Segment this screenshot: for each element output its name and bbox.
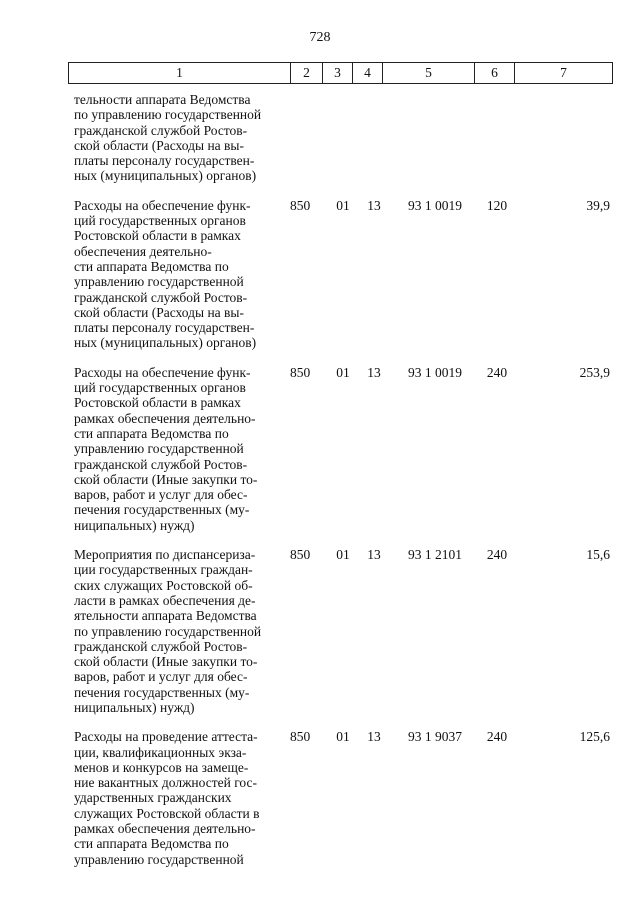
- row-description: [68, 92, 284, 184]
- description-line: сти аппарата Ведомства по: [74, 258, 229, 274]
- description-line: управлению государственной: [74, 851, 244, 867]
- description-line: гражданской службой Ростов-: [74, 289, 248, 305]
- description-line: платы персоналу государствен-: [74, 153, 255, 169]
- row-description: [68, 729, 284, 867]
- description-line: ций государственных органов: [74, 380, 246, 396]
- column-header-4: 4: [353, 63, 383, 84]
- row-description: [68, 547, 284, 715]
- row-target-article: 93 1 0019: [408, 364, 462, 380]
- row-expense-type: 240: [486, 729, 508, 745]
- description-line: ских служащих Ростовской об-: [74, 577, 253, 593]
- description-line: ниципальных) нужд): [74, 699, 195, 715]
- row-subsection-code: 13: [367, 364, 381, 380]
- table-row: [68, 92, 612, 184]
- column-header-row: [69, 63, 613, 84]
- description-line: ской области (Расходы на вы-: [74, 137, 244, 153]
- column-header-2: 2: [291, 63, 323, 84]
- table-row: [68, 198, 612, 351]
- description-line: Ростовской области в рамках: [74, 395, 241, 411]
- description-line: сти аппарата Ведомства по: [74, 425, 229, 441]
- row-section-code: 01: [336, 547, 350, 563]
- description-line: рамках обеспечения деятельно-: [74, 410, 256, 426]
- description-line: ние вакантных должностей гос-: [74, 775, 257, 791]
- description-line: по управлению государственной: [74, 107, 262, 123]
- description-line: ской области (Иные закупки то-: [74, 654, 258, 670]
- row-expense-type: 240: [486, 547, 508, 563]
- row-description: [68, 198, 284, 351]
- description-line: ударственных гражданских: [74, 790, 232, 806]
- description-line: менов и конкурсов на замеще-: [74, 759, 249, 775]
- description-line: варов, работ и услуг для обес-: [74, 487, 248, 503]
- row-ministry-code: 850: [290, 364, 311, 380]
- description-line: Мероприятия по диспансериза-: [74, 547, 256, 563]
- table-row: [68, 547, 612, 715]
- description-line: гражданской службой Ростов-: [74, 122, 248, 138]
- description-line: ласти в рамках обеспечения де-: [74, 592, 256, 608]
- column-header-3: 3: [323, 63, 353, 84]
- description-line: ской области (Иные закупки то-: [74, 471, 258, 487]
- description-line: сти аппарата Ведомства по: [74, 836, 229, 852]
- description-line: печения государственных (му-: [74, 502, 250, 518]
- description-line: гражданской службой Ростов-: [74, 456, 248, 472]
- row-amount: 125,6: [579, 729, 610, 745]
- description-line: управлению государственной: [74, 441, 244, 457]
- description-line: по управлению государственной: [74, 623, 262, 639]
- column-header-1: 1: [69, 63, 291, 84]
- description-line: рамках обеспечения деятельно-: [74, 821, 256, 837]
- table-row: [68, 729, 612, 867]
- row-subsection-code: 13: [367, 547, 381, 563]
- row-amount: 253,9: [579, 364, 610, 380]
- description-line: ции государственных граждан-: [74, 562, 253, 578]
- description-line: ных (муниципальных) органов): [74, 335, 257, 351]
- row-subsection-code: 13: [367, 729, 381, 745]
- row-section-code: 01: [336, 729, 350, 745]
- row-section-code: 01: [336, 197, 350, 213]
- description-line: Расходы на обеспечение функ-: [74, 197, 251, 213]
- description-line: служащих Ростовской области в: [74, 805, 260, 821]
- row-ministry-code: 850: [290, 729, 311, 745]
- description-line: управлению государственной: [74, 274, 244, 290]
- column-header-6: 6: [475, 63, 515, 84]
- description-line: тельности аппарата Ведомства: [74, 92, 251, 107]
- row-target-article: 93 1 0019: [408, 197, 462, 213]
- row-target-article: 93 1 9037: [408, 729, 462, 745]
- row-ministry-code: 850: [290, 197, 311, 213]
- column-header-table: [68, 62, 613, 84]
- description-line: ятельности аппарата Ведомства: [74, 608, 257, 624]
- row-ministry-code: 850: [290, 547, 311, 563]
- description-line: ций государственных органов: [74, 213, 246, 229]
- row-section-code: 01: [336, 364, 350, 380]
- table-row: [68, 365, 612, 533]
- description-line: платы персоналу государствен-: [74, 320, 255, 336]
- description-line: ции, квалификационных экза-: [74, 744, 247, 760]
- page-number: 728: [309, 30, 331, 45]
- column-header-7: 7: [515, 63, 613, 84]
- row-expense-type: 240: [486, 364, 508, 380]
- row-subsection-code: 13: [367, 197, 381, 213]
- row-description: [68, 365, 284, 533]
- description-line: варов, работ и услуг для обес-: [74, 669, 248, 685]
- description-line: Расходы на обеспечение функ-: [74, 364, 251, 380]
- description-line: ных (муниципальных) органов): [74, 168, 257, 184]
- description-line: гражданской службой Ростов-: [74, 638, 248, 654]
- row-expense-type: 120: [486, 197, 508, 213]
- description-line: ской области (Расходы на вы-: [74, 304, 244, 320]
- description-line: печения государственных (му-: [74, 684, 250, 700]
- description-line: обеспечения деятельно-: [74, 243, 212, 259]
- description-line: ниципальных) нужд): [74, 517, 195, 533]
- row-amount: 15,6: [586, 547, 610, 563]
- table-body: [68, 92, 612, 881]
- description-line: Ростовской области в рамках: [74, 228, 241, 244]
- row-amount: 39,9: [586, 197, 610, 213]
- column-header-5: 5: [383, 63, 475, 84]
- row-target-article: 93 1 2101: [408, 547, 462, 563]
- description-line: Расходы на проведение аттеста-: [74, 729, 258, 745]
